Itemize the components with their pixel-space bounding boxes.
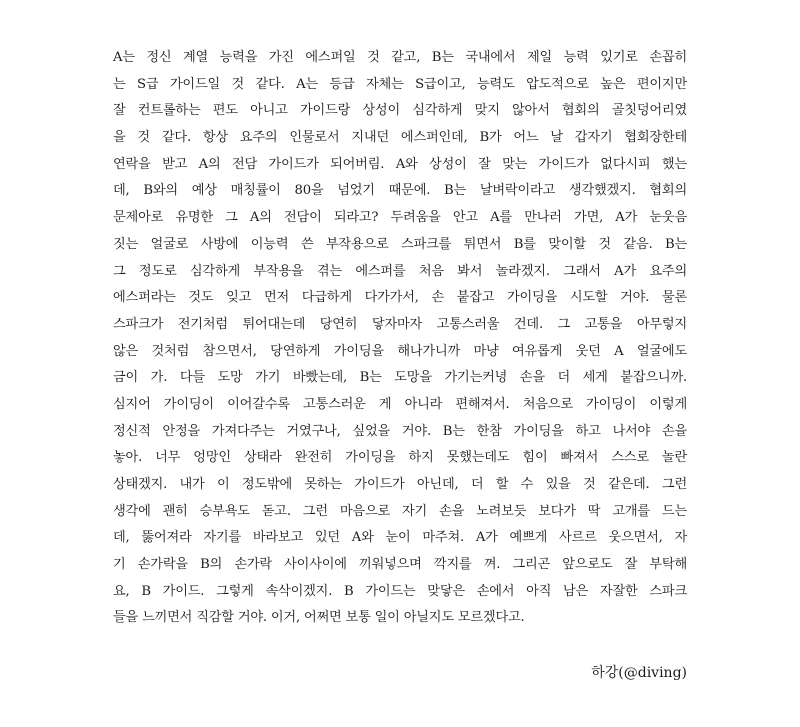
- text-line: 스파크가 전기처럼 튀어대는데 당연히 닿자마자 고통스러울 건데. 그 고통을 아무렇지: [113, 316, 687, 332]
- text-line: A는 정신 계열 능력을 가진 에스퍼일 것 같고, B는 국내에서 제일 능력 있기로 손꼽히: [113, 50, 687, 65]
- text-line: 상태겠지. 내가 이 정도밖에 못하는 가이드가 아닌데, 더 할 수 있을 것 같은데. 그런: [113, 477, 687, 492]
- text-line-last: 들을 느끼면서 직감할 거야. 이거, 어쩌면 보통 일이 아닐지도 모르겠다고.: [113, 610, 525, 626]
- text-line: 에스퍼라는 것도 잊고 먼저 다급하게 다가가서, 손 붙잡고 가이딩을 시도할 거야. 물론: [113, 290, 687, 306]
- text-line: 짓는 얼굴로 사방에 이능력 쓴 부작용으로 스파크를 튀면서 B를 맞이할 것 같음. B는: [113, 236, 687, 252]
- body-text: [113, 50, 687, 637]
- text-line: 문제아로 유명한 그 A의 전담이 되라고? 두려움을 안고 A를 만나러 가면, A가 눈웃음: [113, 210, 687, 226]
- author-signature: 하강(@diving): [591, 665, 687, 681]
- text-line: 데, 뚫어져라 자기를 바라보고 있던 A와 눈이 마주쳐. A가 예쁘게 사르르 웃으면서, 자: [113, 530, 687, 546]
- text-line: 심지어 가이딩이 이어갈수록 고통스러운 게 아니라 편해져서. 처음으로 가이딩이 이렇게: [113, 396, 687, 412]
- text-line: 정신적 안정을 가져다주는 거였구나, 싶었을 거야. B는 한참 가이딩을 하고 나서야 손을: [113, 423, 687, 439]
- text-line: 그 정도로 심각하게 부작용을 겪는 에스퍼를 처음 봐서 놀라겠지. 그래서 A가 요주의: [113, 263, 687, 279]
- text-line: 요, B 가이드. 그렇게 속삭이겠지. B 가이드는 맞닿은 손에서 아직 남은 자잘한 스파크: [113, 583, 687, 599]
- text-line: 금이 가. 다들 도망 가기 바빴는데, B는 도망을 가기는커녕 손을 더 세게 붙잡으니까.: [113, 370, 687, 386]
- text-line: 연락을 받고 A의 전담 가이드가 되어버림. A와 상성이 잘 맞는 가이드가 없다시피 했는: [113, 156, 687, 172]
- text-line: 데, B와의 예상 매칭률이 80을 넘었기 때문에. B는 날벼락이라고 생각했겠지. 협회의: [113, 183, 687, 199]
- text-line: 을 것 같다. 항상 요주의 인물로서 지내던 에스퍼인데, B가 어느 날 갑자기 협회장한테: [113, 130, 687, 146]
- text-line: 기 손가락을 B의 손가락 사이사이에 끼워넣으며 깍지를 껴. 그리곤 앞으로도 잘 부탁해: [113, 557, 687, 573]
- text-line: 놓아. 너무 엉망인 상태라 완전히 가이딩을 하지 못했는데도 힘이 빠져서 스스로 놀란: [113, 450, 687, 466]
- text-line: 는 S급 가이드일 것 같다. A는 등급 자체는 S급이고, 능력도 압도적으로 높은 편이지만: [113, 76, 687, 92]
- text-line: 잘 컨트롤하는 편도 아니고 가이드랑 상성이 심각하게 맞지 않아서 협회의 골칫덩어리였: [113, 103, 687, 119]
- text-line: 생각에 괜히 승부욕도 돋고. 그런 마음으로 자기 손을 노려보듯 보다가 딱 고개를 드는: [113, 503, 687, 519]
- text-line: 않은 것처럼 참으면서, 당연하게 가이딩을 해나가니까 마냥 여유롭게 웃던 A 얼굴에도: [113, 343, 687, 359]
